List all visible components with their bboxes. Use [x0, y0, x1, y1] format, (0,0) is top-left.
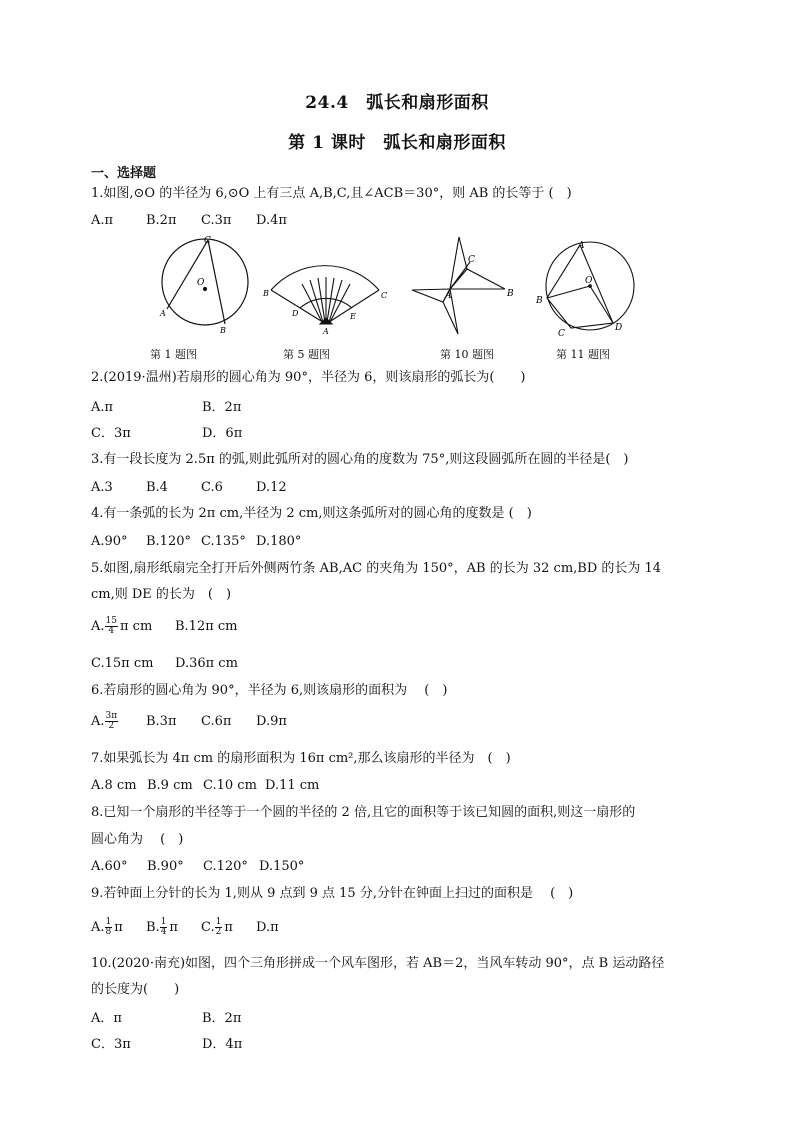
option-d: D．4π — [202, 1037, 243, 1052]
question-8-options — [91, 858, 304, 876]
figures-strip — [150, 232, 650, 342]
option-c: C. $\frac{1}{2}$ π — [201, 917, 233, 937]
question-5-text-line1: 5.如图,扇形纸扇完全打开后外侧两竹条 AB,AC 的夹角为 150°，AB 的长为 32 cm,BD 的长为 14 — [91, 561, 662, 576]
question-10-text-line1: 10.(2020·南充)如图，四个三角形拼成一个风车图形，若 AB＝2，当风车转动 90°，点 B 运动路径 — [91, 956, 665, 971]
option-b: B.12π cm — [175, 619, 238, 634]
option-c: C.6 — [201, 480, 223, 495]
question-2-text: 2.(2019·温州)若扇形的圆心角为 90°，半径为 6，则该扇形的弧长为( ) — [91, 370, 526, 385]
option-d: D.π — [256, 920, 279, 935]
figure-1-caption: 第 1 题图 — [150, 348, 197, 361]
option-b: B.90° — [147, 859, 184, 874]
fig1-label-a: A — [160, 309, 166, 318]
option-c: C.135° — [201, 534, 246, 549]
question-6-text: 6.若扇形的圆心角为 90°，半径为 6,则该扇形的面积为 ( ) — [91, 683, 448, 698]
fig5-label-d: D — [292, 309, 299, 318]
fig11-label-c: C — [558, 329, 565, 339]
page-subtitle: 第 1 课时 弧长和扇形面积 — [288, 133, 506, 153]
question-10-text-line2: 的长度为( ) — [91, 982, 180, 997]
option-a: A. $\frac{1}{8}$ π — [91, 917, 123, 937]
option-d: D.150° — [259, 859, 305, 874]
fig11-label-b: B — [536, 296, 543, 306]
fig11-label-a: A — [578, 241, 585, 251]
question-10-options-row1 — [91, 1010, 241, 1028]
option-a: A.8 cm — [91, 778, 137, 793]
fraction-1-over-8: $\frac{1}{8}$ — [105, 917, 112, 937]
option-b: B.9 cm — [147, 778, 193, 793]
fig11-label-d: D — [615, 323, 623, 333]
question-9-options — [91, 918, 279, 937]
question-8-text-line1: 8.已知一个扇形的半径等于一个圆的半径的 2 倍,且它的面积等于该已知圆的面积,则这一扇形的 — [91, 805, 636, 820]
option-b: B．2π — [202, 400, 242, 415]
question-2-options-row2 — [91, 425, 242, 443]
question-8-text-line2: 圆心角为 ( ) — [91, 832, 184, 847]
fig5-label-e: E — [350, 312, 356, 321]
question-3-text: 3.有一段长度为 2.5π 的弧,则此弧所对的圆心角的度数为 75°,则这段圆弧所在圆的半径是( ) — [91, 452, 629, 467]
option-b: B.2π — [146, 213, 177, 228]
option-d: D.11 cm — [265, 778, 320, 793]
option-d: D．6π — [202, 426, 243, 441]
question-2-options-row1 — [91, 399, 241, 417]
fig11-label-o: O — [585, 276, 593, 286]
option-b: B.4 — [146, 480, 168, 495]
question-1-text: 1.如图,⊙O 的半径为 6,⊙O 上有三点 A,B,C,且∠ACB＝30°，则 AB 的长等于 ( ) — [91, 186, 572, 201]
figure-11-circle-diagram — [546, 242, 634, 330]
question-5-text-line2: cm,则 DE 的长为 ( ) — [91, 587, 232, 602]
option-a: A.π — [91, 213, 114, 228]
option-c: C.6π — [201, 714, 232, 729]
fig1-label-o: O — [197, 278, 205, 288]
fraction-1-over-4: $\frac{1}{4}$ — [160, 917, 167, 937]
figure-1-circle-diagram — [162, 239, 248, 325]
question-4-options — [91, 533, 301, 551]
option-a: A．π — [91, 1011, 122, 1026]
fig10-label-a: A — [445, 291, 452, 301]
fig1-label-c: C — [204, 236, 211, 246]
option-a: A. $\frac{3\pi}{2}$ — [91, 711, 118, 731]
option-c: C.10 cm — [203, 778, 257, 793]
option-a: A.π — [91, 400, 114, 415]
question-3-options — [91, 479, 287, 497]
section-heading: 一、选择题 — [91, 166, 157, 181]
question-9-text: 9.若钟面上分针的长为 1,则从 9 点到 9 点 15 分,分针在钟面上扫过的面积是 ( ) — [91, 886, 574, 901]
option-d: D.4π — [256, 213, 287, 228]
option-d: D.180° — [256, 534, 302, 549]
fig10-label-b: B — [507, 289, 514, 299]
figure-5-fan-diagram — [271, 266, 379, 324]
question-6-options — [91, 712, 287, 731]
question-10-options-row2 — [91, 1036, 242, 1054]
figure-5-caption: 第 5 题图 — [283, 348, 330, 361]
option-a: A.3 — [91, 480, 113, 495]
option-a: A. $\frac{15}{4}$ π cm — [91, 616, 153, 636]
fig10-label-c: C — [468, 255, 475, 265]
figure-11-caption: 第 11 题图 — [556, 348, 610, 361]
fig1-label-b: B — [220, 326, 226, 335]
option-c: C.3π — [201, 213, 232, 228]
option-b: B．2π — [202, 1011, 242, 1026]
fraction-3pi-over-2: $\frac{3\pi}{2}$ — [105, 711, 118, 731]
option-c: C．3π — [91, 1037, 131, 1052]
option-b: B. $\frac{1}{4}$ π — [146, 917, 178, 937]
fraction-1-over-2: $\frac{1}{2}$ — [215, 917, 222, 937]
option-b: B.3π — [146, 714, 177, 729]
option-d: D.9π — [256, 714, 287, 729]
figure-10-pinwheel-diagram — [412, 237, 505, 334]
figure-10-caption: 第 10 题图 — [440, 348, 494, 361]
question-7-options — [91, 777, 319, 795]
option-c: C．3π — [91, 426, 131, 441]
fig5-label-c: C — [381, 291, 388, 300]
fig5-label-b: B — [263, 289, 269, 298]
option-b: B.120° — [146, 534, 191, 549]
option-a: A.60° — [91, 859, 128, 874]
fig5-label-a: A — [323, 327, 329, 336]
question-7-text: 7.如果弧长为 4π cm 的扇形面积为 16π cm²,那么该扇形的半径为 ( ) — [91, 751, 511, 766]
option-c: C.15π cm — [91, 656, 154, 671]
option-a: A.90° — [91, 534, 128, 549]
option-c: C.120° — [203, 859, 248, 874]
question-4-text: 4.有一条弧的长为 2π cm,半径为 2 cm,则这条弧所对的圆心角的度数是 ( ) — [91, 506, 532, 521]
fraction-15-over-4: $\frac{15}{4}$ — [105, 616, 117, 636]
page-title: 24.4 弧长和扇形面积 — [305, 93, 489, 113]
option-d: D.12 — [256, 480, 287, 495]
question-1-options — [91, 212, 287, 230]
question-5-options-row1 — [91, 617, 238, 636]
question-5-options-row2 — [91, 655, 238, 673]
option-d: D.36π cm — [175, 656, 238, 671]
